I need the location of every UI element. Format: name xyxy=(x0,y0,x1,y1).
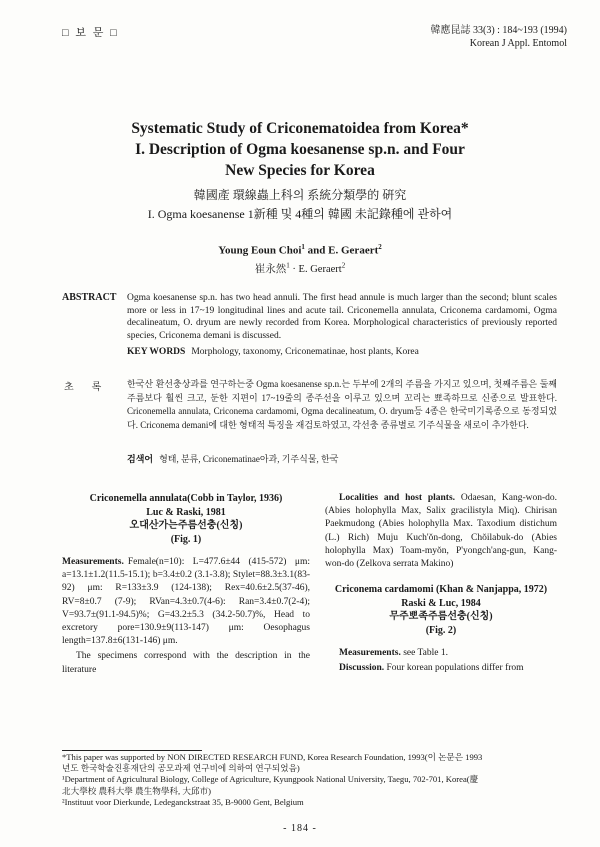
measurements-text: see Table 1. xyxy=(403,648,448,659)
authors-korean xyxy=(40,261,560,276)
korean-abstract-label: 초록 xyxy=(64,382,120,393)
footnote-affiliation-1: ¹Department of Agricultural Biology, College of Agriculture, Kyungpook National University, Taegu, 702-701, Korea(慶 xyxy=(62,774,479,785)
measurements-label: Measurements. xyxy=(339,648,401,659)
localities-label: Localities and host plants. xyxy=(339,493,456,503)
title-line-1: Systematic Study of Criconematoidea from Korea* xyxy=(131,120,469,137)
discussion-text: Four korean populations differ from xyxy=(386,663,524,674)
author-2-affil: 2 xyxy=(378,243,382,251)
korean-keywords-line xyxy=(127,452,567,465)
page-number: - 184 - xyxy=(283,823,317,834)
localities-text: Odaesan, Kang-won-do. (Abies holophylla Max, Salix gracilistyla Miq). Chirisan Paekmudong (Abies holophylla Max. Taxodium distichum (L.) Rich) Muju Kuch'ŏn-dong, Chŏilabuk-do (Abies holophylla Max) Toam-myŏn, P'yongch'ang-gun, Kang-won-do (Zelkova serrata Makino) xyxy=(325,493,558,570)
korean-abstract-text: 한국산 환선충상과를 연구하는중 Ogma koesanense sp.n.는 두부에 2개의 주름을 가지고 있으며, 첫째주름은 둘째주름보다 훨씬 크고, 둔한 지편이 17~19줄의 종주선을 이루고 있으며 꼬리는 뾰족하므로 신종으로 발표한다. Criconemella annulata, Criconema cardamomi, Ogma decalineatum, O. dryum등 4종은 한국미기록종으로 동정되었다. Criconema demani에 대한 형태적 특징을 재검토하였고, 각선충 종류별로 기주식물을 새로이 추가한다. xyxy=(127,379,557,430)
keywords-list: Morphology, taxonomy, Criconematinae, host plants, Korea xyxy=(191,347,419,357)
author-ko-separator: · xyxy=(289,264,299,275)
authors-english xyxy=(40,243,560,257)
korean-keywords-list: 형태, 분류, Criconematinae아과, 기주식물, 한국 xyxy=(159,454,339,464)
figure-ref: (Fig. 1) xyxy=(170,533,202,545)
abstract-label: ABSTRACT xyxy=(62,292,117,303)
abstract-text: Ogma koesanense sp.n. has two head annuli. The first head annule is much larger than the second; blunt scales more or less in 17~19 longitudinal lines and acute tail. Criconemella annulata, Criconema cardamomi, Ogma decalineatum, O. dryum are newly recorded from Korea. Morphological characteristics of previously reported species, Criconema demani is discussed. xyxy=(127,293,557,341)
left-column xyxy=(62,492,310,677)
footnotes xyxy=(62,752,562,808)
author-2: E. Geraert xyxy=(328,244,379,257)
footnote-divider xyxy=(62,750,202,751)
author-1-affil: 1 xyxy=(301,243,305,251)
footnote-funding-ko: 년도 한국학술진흥재단의 공모과제 연구비에 의하여 연구되었음) xyxy=(62,763,300,774)
keywords-line xyxy=(127,347,567,357)
footnote-affiliation-2: ²Instituut voor Dierkunde, Ledeganckstraat 35, B-9000 Gent, Belgium xyxy=(62,796,304,807)
title-ko-line-1: 韓國產 環線蟲上科의 系統分類學的 硏究 xyxy=(193,188,407,202)
figure-ref: (Fig. 2) xyxy=(425,624,457,636)
discussion-paragraph xyxy=(325,662,557,675)
header-section-label: □ 보 문 □ xyxy=(62,27,119,39)
species-heading-criconema xyxy=(325,583,557,637)
citation-line: 韓應昆誌 33(3) : 184~193 (1994) xyxy=(430,25,567,36)
right-column xyxy=(325,492,557,676)
paper-title-korean xyxy=(40,186,560,224)
author-2-ko: E. Geraert xyxy=(298,264,342,275)
specimens-paragraph: The specimens correspond with the description in the literature xyxy=(62,651,310,675)
title-line-2: I. Description of Ogma koesanense sp.n. and Four xyxy=(135,141,465,158)
discussion-label: Discussion. xyxy=(339,663,385,674)
title-line-3: New Species for Korea xyxy=(225,162,375,179)
localities-paragraph xyxy=(325,492,557,571)
species-authority: Raski & Luc, 1984 xyxy=(401,597,481,609)
keywords-label: KEY WORDS xyxy=(127,347,186,357)
measurements-label: Measurements. xyxy=(62,557,124,567)
korean-keywords-label: 검색어 xyxy=(127,454,154,464)
species-name: Criconema cardamomi (Khan & Nanjappa, 1972) xyxy=(334,584,548,596)
journal-name: Korean J Appl. Entomol xyxy=(469,38,567,49)
species-heading-criconemella xyxy=(62,492,310,546)
author-2-ko-affil: 2 xyxy=(341,261,346,270)
species-korean-name: 무주뽀족주름선충(신칭) xyxy=(389,611,493,623)
species-name: Criconemella annulata(Cobb in Taylor, 1936) xyxy=(89,493,283,504)
author-1: Young Eoun Choi xyxy=(218,244,302,257)
author-1-ko-affil: 1 xyxy=(286,261,290,270)
author-conjunction: and xyxy=(304,244,329,257)
footnote-funding: *This paper was supported by NON DIRECTED RESEARCH FUND, Korea Research Foundation, 1993(이 논문은 1993 xyxy=(62,752,483,762)
title-ko-line-2: I. Ogma koesanense 1新種 및 4種의 韓國 未記錄種에 관하여 xyxy=(147,207,453,221)
species-authority: Luc & Raski, 1981 xyxy=(146,506,226,518)
footnote-affiliation-1-ko: 北大學校 農科大學 農生物學科, 大邱市) xyxy=(62,785,211,796)
paper-title-english xyxy=(40,118,560,181)
measurements-paragraph xyxy=(62,556,310,648)
measurements-text: Female(n=10): L=477.6±44 (415-572) μm: a=13.1±1.2(11.5-15.1); b=3.4±0.2 (3.1-3.8); Stylet=88.3±3.1(83-92) μm: R=133±3.9 (124-138); Rex=40.6±2.5(37-46), RV=8±0.7 (7-9); RVan=4.3±0.7(4-6): Ran=3.4±0.7(2-4); V=93.7±(91.1-94.5)%; G=43.2±5.3 (34.2-50.7)%, Head to excretory pore=130.9±9(113-147) μm: Oesophagus length=137.8±6(131-146) μm. xyxy=(62,557,310,647)
measurements-paragraph xyxy=(325,647,557,660)
journal-citation xyxy=(430,24,567,50)
author-1-ko: 崔永然 xyxy=(254,264,287,275)
species-korean-name: 오대산가는주름선충(신칭) xyxy=(129,520,243,531)
